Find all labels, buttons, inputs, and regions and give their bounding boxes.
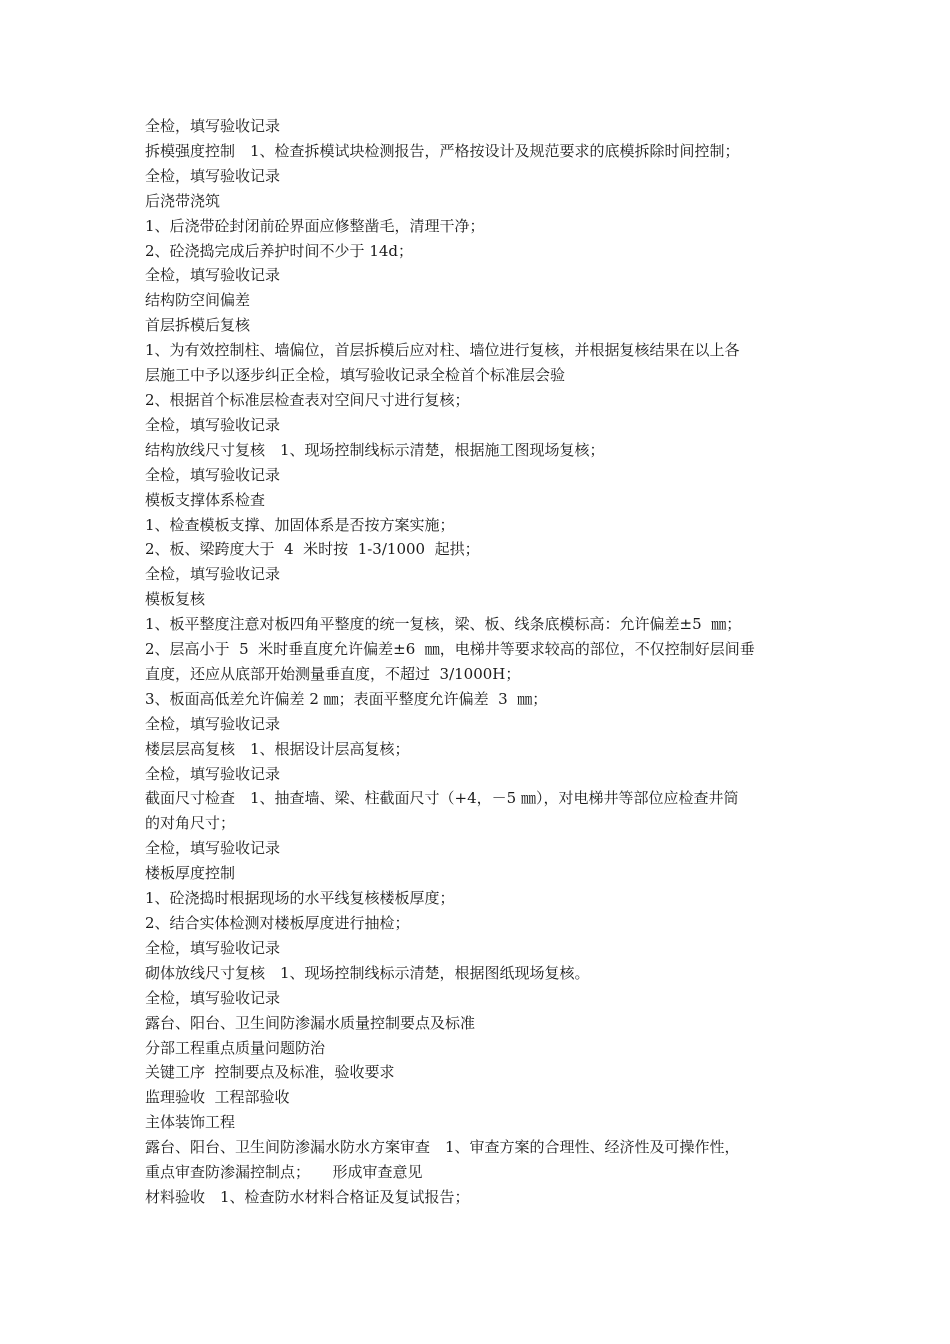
text-line: 2、板、梁跨度大于 4 米时按 1-3/1000 起拱； xyxy=(145,540,480,559)
text-line: 全检，填写验收记录 xyxy=(145,938,281,957)
text-line: 全检，填写验收记录 xyxy=(145,166,281,185)
document-body xyxy=(145,114,815,1210)
text-line: 1、检查模板支撑、加固体系是否按方案实施； xyxy=(145,515,455,534)
text-line: 主体装饰工程 xyxy=(145,1113,236,1132)
text-line: 结构放线尺寸复核 1、现场控制线标示清楚，根据施工图现场复核； xyxy=(145,440,605,459)
text-line: 分部工程重点质量问题防治 xyxy=(145,1038,326,1057)
text-line: 首层拆模后复核 xyxy=(145,316,251,335)
text-line: 全检，填写验收记录 xyxy=(145,988,281,1007)
text-line: 监理验收 工程部验收 xyxy=(145,1088,290,1107)
text-line: 材料验收 1、检查防水材料合格证及复试报告； xyxy=(145,1187,470,1206)
text-line: 全检，填写验收记录 xyxy=(145,565,281,584)
text-line: 后浇带浇筑 xyxy=(145,191,221,210)
text-line: 楼层层高复核 1、根据设计层高复核； xyxy=(145,739,410,758)
text-line: 2、根据首个标准层检查表对空间尺寸进行复核； xyxy=(145,390,470,409)
text-line: 全检，填写验收记录 xyxy=(145,839,281,858)
text-line: 2、层高小于 5 米时垂直度允许偏差±6 ㎜，电梯井等要求较高的部位，不仅控制好层间垂 xyxy=(145,640,755,659)
text-line: 模板复核 xyxy=(145,590,206,609)
text-line: 1、砼浇捣时根据现场的水平线复核楼板厚度； xyxy=(145,889,455,908)
text-line: 全检，填写验收记录 xyxy=(145,415,281,434)
text-line: 全检，填写验收记录 xyxy=(145,117,281,135)
text-line: 1、后浇带砼封闭前砼界面应修整凿毛，清理干净； xyxy=(145,216,485,235)
text-line: 3、板面高低差允许偏差 2 ㎜；表面平整度允许偏差 3 ㎜； xyxy=(145,689,548,708)
text-line: 重点审查防渗漏控制点； 形成审查意见 xyxy=(145,1163,423,1182)
text-line: 全检，填写验收记录 xyxy=(145,465,281,484)
text-line: 2、砼浇捣完成后养护时间不少于 14d； xyxy=(145,241,414,260)
text-line: 全检，填写验收记录 xyxy=(145,714,281,733)
text-line: 模板支撑体系检查 xyxy=(145,490,266,509)
text-line: 露台、阳台、卫生间防渗漏水质量控制要点及标准 xyxy=(145,1013,476,1032)
text-line: 1、为有效控制柱、墙偏位，首层拆模后应对柱、墙位进行复核，并根据复核结果在以上各 xyxy=(145,341,740,360)
text-line: 的对角尺寸； xyxy=(145,814,236,833)
text-line: 拆模强度控制 1、检查拆模试块检测报告，严格按设计及规范要求的底模拆除时间控制； xyxy=(145,141,740,160)
text-line: 楼板厚度控制 xyxy=(145,864,236,883)
text-line: 全检，填写验收记录 xyxy=(145,266,281,285)
text-line: 截面尺寸检查 1、抽查墙、梁、柱截面尺寸（+4，－5 ㎜），对电梯井等部位应检查井筒 xyxy=(145,789,739,808)
text-line: 2、结合实体检测对楼板厚度进行抽检； xyxy=(145,914,410,932)
text-line: 全检，填写验收记录 xyxy=(145,764,281,783)
text-line: 直度，还应从底部开始测量垂直度，不超过 3/1000H； xyxy=(145,664,521,683)
text-line: 砌体放线尺寸复核 1、现场控制线标示清楚，根据图纸现场复核。 xyxy=(145,963,590,982)
text-line: 关键工序 控制要点及标准，验收要求 xyxy=(145,1063,395,1082)
text-line: 层施工中予以逐步纠正全检，填写验收记录全检首个标准层会验 xyxy=(145,366,566,385)
text-line: 结构防空间偏差 xyxy=(145,291,251,310)
text-line: 1、板平整度注意对板四角平整度的统一复核，梁、板、线条底模标高：允许偏差±5 ㎜； xyxy=(145,615,742,634)
text-line: 露台、阳台、卫生间防渗漏水防水方案审查 1、审查方案的合理性、经济性及可操作性， xyxy=(145,1138,740,1157)
